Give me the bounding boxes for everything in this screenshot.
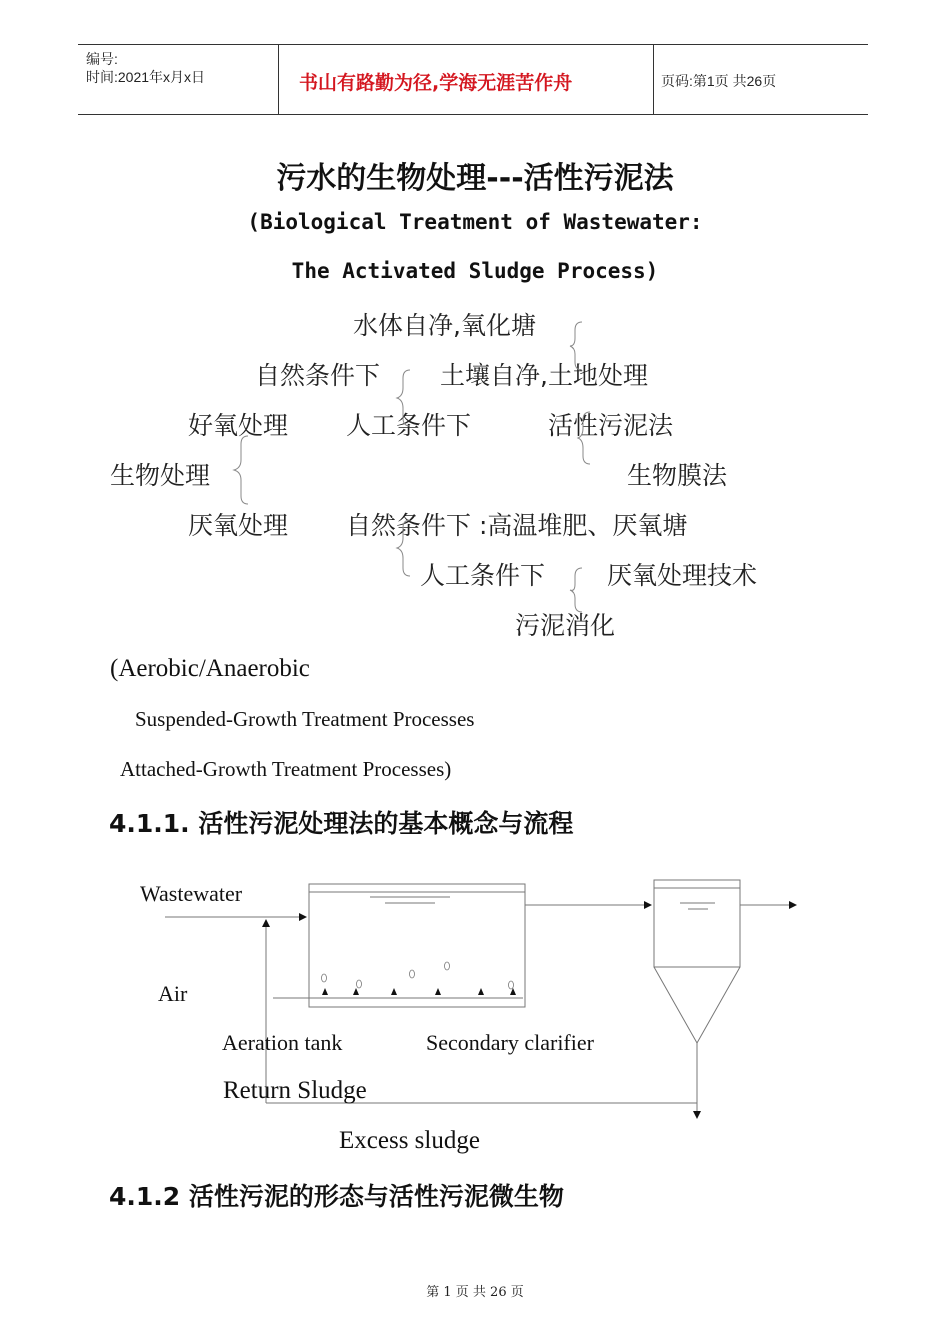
label-secondary-clarifier: Secondary clarifier xyxy=(426,1030,594,1055)
tree-aerobic: 好氧处理 xyxy=(188,411,289,440)
tree-soil-self-purify: 土壤自净,土地处理 xyxy=(440,361,648,390)
document-number-label: 编号: xyxy=(86,51,118,67)
tree-anaerobic-tech: 厌氧处理技术 xyxy=(607,561,758,590)
section-heading-4-1-1: 4.1.1. 活性污泥处理法的基本概念与流程 xyxy=(109,809,574,838)
english-title-line2: The Activated Sludge Process) xyxy=(291,259,659,283)
tree-anaerobic: 厌氧处理 xyxy=(188,511,289,540)
page-title: 污水的生物处理---活性污泥法 xyxy=(276,161,674,196)
header-motto: 书山有路勤为径,学海无涯苦作舟 xyxy=(299,72,573,94)
header-page-info: 页码:第1页 共26页 xyxy=(661,73,777,89)
air-bubbles xyxy=(322,962,514,989)
tree-aerobic-natural: 自然条件下 xyxy=(255,361,381,390)
tree-root-biological-treatment: 生物处理 xyxy=(110,461,211,490)
tree-anaerobic-artificial: 人工条件下 xyxy=(420,561,546,590)
label-return-sludge: Return Sludge xyxy=(223,1077,367,1104)
english-line-suspended: Suspended-Growth Treatment Processes xyxy=(135,707,475,731)
english-title-line1: (Biological Treatment of Wastewater: xyxy=(247,210,703,234)
english-line-aerobic: (Aerobic/Anaerobic xyxy=(110,655,310,682)
page-footer: 第 1 页 共 26 页 xyxy=(426,1285,524,1300)
label-excess-sludge: Excess sludge xyxy=(339,1127,480,1154)
air-diffusers xyxy=(322,988,516,995)
secondary-clarifier xyxy=(654,880,740,967)
document-time-label: 时间:2021年x月x日 xyxy=(86,69,206,85)
tree-activated-sludge: 活性污泥法 xyxy=(548,411,674,440)
english-line-attached: Attached-Growth Treatment Processes) xyxy=(120,757,452,781)
tree-aerobic-artificial: 人工条件下 xyxy=(346,411,472,440)
tree-sludge-digestion: 污泥消化 xyxy=(515,611,616,640)
label-air: Air xyxy=(158,981,188,1006)
tree-biofilm: 生物膜法 xyxy=(627,461,728,490)
tree-anaerobic-natural: 自然条件下 :高温堆肥、厌氧塘 xyxy=(346,511,688,540)
aeration-tank xyxy=(309,884,525,1007)
tree-water-self-purify: 水体自净,氧化塘 xyxy=(353,311,536,340)
label-wastewater: Wastewater xyxy=(140,881,243,906)
label-aeration-tank: Aeration tank xyxy=(222,1030,343,1055)
section-heading-4-1-2: 4.1.2 活性污泥的形态与活性污泥微生物 xyxy=(109,1182,564,1211)
